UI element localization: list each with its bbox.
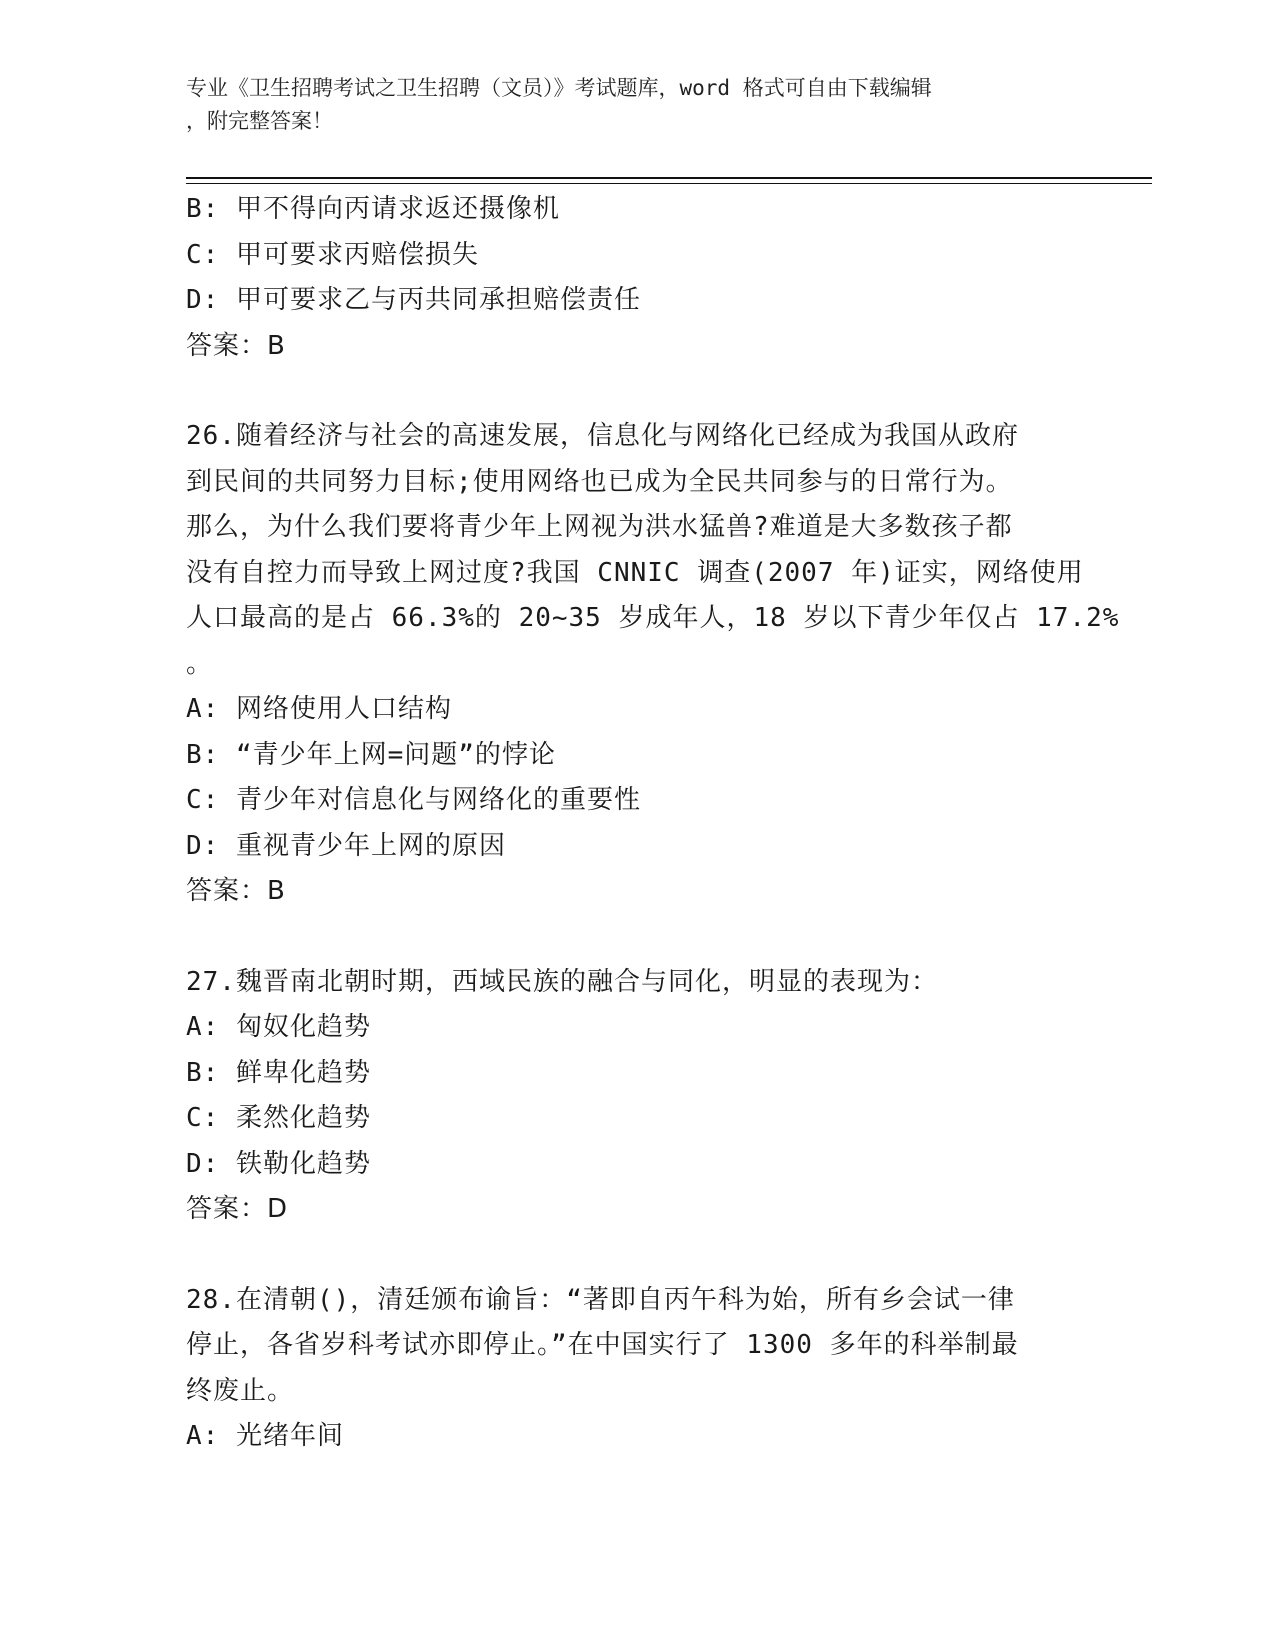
question-26 [186,414,1120,915]
question-text-line: 人口最高的是占 66.3%的 20~35 岁成年人，18 岁以下青少年仅占 17.2% [186,603,1120,633]
option-b: B: “青少年上网=问题”的悖论 [186,739,556,770]
question-text-line: 28.在清朝()，清廷颁布谕旨：“著即自丙午科为始，所有乡会试一律 [186,1284,1015,1315]
question-text-line: 27.魏晋南北朝时期，西域民族的融合与同化，明显的表现为： [186,966,938,997]
spacer [186,369,1086,414]
option-d: D: 铁勒化趋势 [186,1148,371,1179]
question-text-line: 终废止。 [186,1375,295,1406]
question-text-line: 那么，为什么我们要将青少年上网视为洪水猛兽?难道是大多数孩子都 [186,512,1013,542]
option-a: A: 网络使用人口结构 [186,694,452,724]
question-28 [186,1278,1086,1460]
header-rule-thin [186,183,1152,184]
option-c: C: 甲可要求丙赔偿损失 [186,239,479,270]
header-rule-thick [186,177,1152,179]
header-line-2: ，附完整答案！ [186,109,333,133]
question-27 [186,960,1086,1233]
answer-line: 答案：B [186,876,286,906]
question-text-line: 。 [186,648,214,679]
answer-line: 答案：B [186,330,286,361]
option-d: D: 甲可要求乙与丙共同承担赔偿责任 [186,285,641,315]
option-a: A: 光绪年间 [186,1421,344,1451]
option-c: C: 柔然化趋势 [186,1103,371,1133]
answer-line: 答案：D [186,1194,289,1224]
option-d: D: 重视青少年上网的原因 [186,830,506,861]
spacer [186,1233,1086,1278]
document-header [186,72,1066,138]
header-line-1: 专业《卫生招聘考试之卫生招聘（文员）》考试题库，word 格式可自由下载编辑 [186,76,932,100]
question-text-line: 到民间的共同努力目标;使用网络也已成为全民共同参与的日常行为。 [186,466,1013,497]
question-25-tail [186,187,1086,369]
option-b: B: 鲜卑化趋势 [186,1057,371,1088]
spacer [186,915,1086,960]
question-text-line: 26.随着经济与社会的高速发展，信息化与网络化已经成为我国从政府 [186,421,1019,451]
question-text-line: 没有自控力而导致上网过度?我国 CNNIC 调查(2007 年)证实，网络使用 [186,557,1084,588]
option-c: C: 青少年对信息化与网络化的重要性 [186,785,641,815]
question-text-line: 停止，各省岁科考试亦即停止。”在中国实行了 1300 多年的科举制最 [186,1330,1019,1360]
document-body [186,187,1120,1460]
option-b: B: 甲不得向丙请求返还摄像机 [186,194,560,224]
option-a: A: 匈奴化趋势 [186,1012,371,1042]
